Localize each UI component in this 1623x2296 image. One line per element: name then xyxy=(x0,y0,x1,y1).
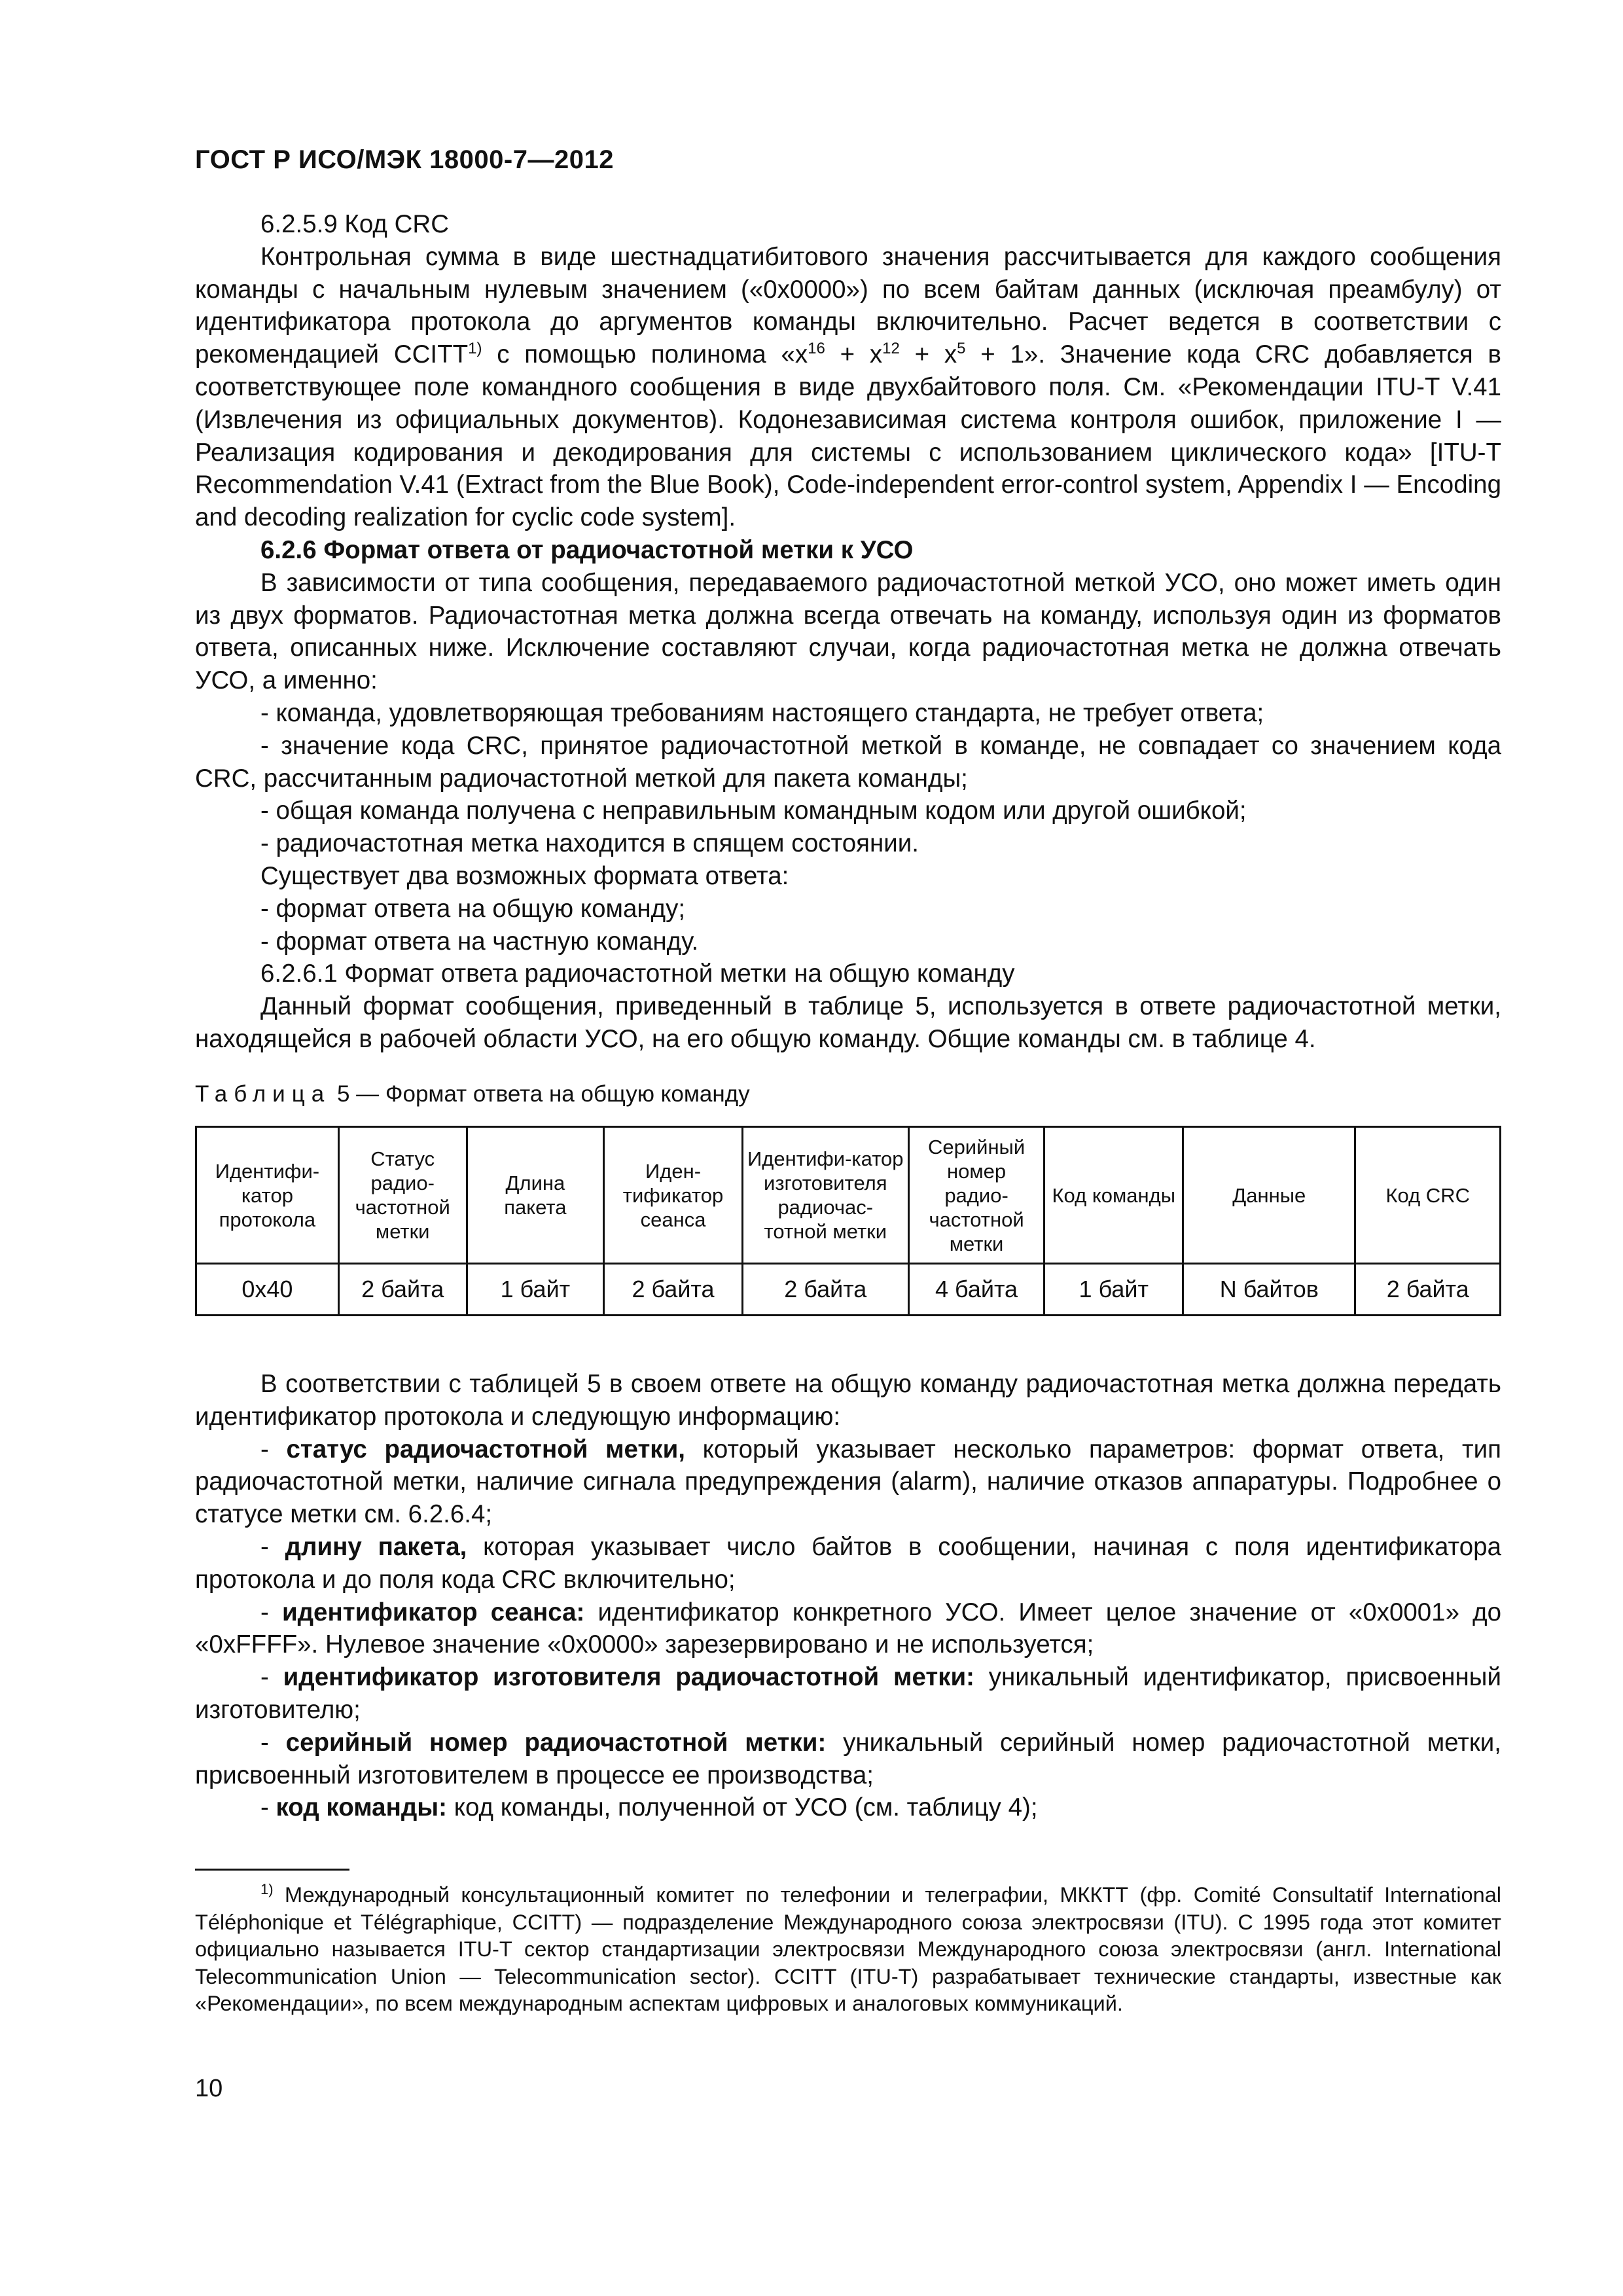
footnote-divider xyxy=(195,1869,349,1871)
list-item: - статус радиочастотной метки, который указывает несколько параметров: формат ответа, тип радиочастотной метки, наличие сигнала предупреждения (alarm), наличие отказов аппаратуры. Подробнее о статусе метки см. 6.2.6.4; xyxy=(195,1435,1501,1529)
table-row xyxy=(196,1264,1501,1316)
list-item: - значение кода CRC, принятое радиочастотной меткой в команде, не совпадает со значением кода CRC, рассчитанным радиочастотной меткой для пакета команды; xyxy=(195,731,1501,793)
table-cell: 0x40 xyxy=(196,1264,339,1316)
document-header: ГОСТ Р ИСО/МЭК 18000-7—2012 xyxy=(195,145,614,174)
table-header: Серийный номер радио-частотной метки xyxy=(908,1127,1044,1264)
section-title-626: 6.2.6 Формат ответа от радиочастотной метки к УСО xyxy=(260,535,914,564)
section-title-6261: 6.2.6.1 Формат ответа радиочастотной метки на общую команду xyxy=(260,960,1015,988)
list-item: - команда, удовлетворяющая требованиям настоящего стандарта, не требует ответа; xyxy=(260,698,1264,727)
section-title-6259: 6.2.5.9 Код CRC xyxy=(260,210,449,238)
footnote: $^{1)}$ Международный консультационный комитет по телефонии и телеграфии, МККТТ (фр. Comité Consultatif International Téléphonique et Télégraphique, CCITT) — подразделение Международного союза электросвязи (ITU). С 1995 года этот комитет официально называется ITU-T сектор стандартизации электросвязи Международного союза электросвязи (англ. International Telecommunication Union — Telecommunication sector). CCITT (ITU-T) разрабатывает технические стандарты, известные как «Рекомендации», по всем международным аспектам цифровых и аналоговых коммуникаций. xyxy=(195,1881,1501,2015)
page-number: 10 xyxy=(195,2075,223,2102)
table-cell: 4 байта xyxy=(908,1264,1044,1316)
response-format-paragraph: В зависимости от типа сообщения, передаваемого радиочастотной меткой УСО, оно может иметь один из двух форматов. Радиочастотная метка должна всегда отвечать на команду, используя один из форматов ответа, описанных ниже. Исключение составляют случаи, когда радиочастотная метка не должна отвечать УСО, а именно: xyxy=(195,568,1501,695)
table-intro-paragraph: Данный формат сообщения, приведенный в таблице 5, используется в ответе радиочастотной метки, находящейся в рабочей области УСО, на его общую команду. Общие команды см. в таблице 4. xyxy=(195,992,1501,1053)
table-caption: Таблица 5 — Формат ответа на общую команду xyxy=(195,1081,750,1107)
table-cell: 1 байт xyxy=(1044,1264,1183,1316)
table-cell: 2 байта xyxy=(338,1264,467,1316)
table-cell: 2 байта xyxy=(742,1264,908,1316)
table-5 xyxy=(195,1126,1501,1316)
table-header: Код CRC xyxy=(1355,1127,1501,1264)
footnote-ref[interactable]: 1) xyxy=(468,340,482,358)
list-item: - серийный номер радиочастотной метки: уникальный серийный номер радиочастотной метки, присвоенный изготовителем в процессе ее производства; xyxy=(195,1728,1501,1789)
after-table-paragraph: В соответствии с таблицей 5 в своем ответе на общую команду радиочастотная метка должна передать идентификатор протокола и следующую информацию: xyxy=(195,1370,1501,1431)
table-header: Идентифи-катор протокола xyxy=(196,1127,339,1264)
list-item: - код команды: код команды, полученной от УСО (см. таблицу 4); xyxy=(260,1793,1038,1822)
table-header: Статус радио-частотной метки xyxy=(338,1127,467,1264)
list-item: - формат ответа на частную команду. xyxy=(260,927,699,956)
table-header: Идентифи-катор изготовителя радиочас-тотной метки xyxy=(742,1127,908,1264)
table-cell: 2 байта xyxy=(604,1264,743,1316)
table-header: Код команды xyxy=(1044,1127,1183,1264)
list-item: - идентификатор изготовителя радиочастотной метки: уникальный идентификатор, присвоенный изготовителю; xyxy=(195,1663,1501,1724)
crc-paragraph: Контрольная сумма в виде шестнадцатибитового значения рассчитывается для каждого сообщения команды с начальным нулевым значением («0x0000») по всем байтам данных (исключая преамбулу) от идентификатора протокола до аргументов команды включительно. Расчет ведется в соответствии с рекомендацией CCITT$^{1)}$ с помощью полинома «$x^{16} + x^{12} + x^5 + 1$». Значение кода CRC добавляется в соответствующее поле командного сообщения в виде двухбайтового поля. См. «Рекомендации ITU-T V.41 (Извлечения из официальных документов). Кодонезависимая система контроля ошибок, приложение I — Реализация кодирования и декодирования для системы с использованием циклического кода» [ITU-T Recommendation V.41 (Extract from the Blue Book), Code-independent error-control system, Appendix I — Encoding and decoding realization for cyclic code system]. xyxy=(195,242,1501,532)
footnote-mark: 1) xyxy=(260,1881,274,1898)
table-header: Длина пакета xyxy=(467,1127,604,1264)
table-cell: 2 байта xyxy=(1355,1264,1501,1316)
body-text-top xyxy=(195,208,1501,1056)
list-item: - формат ответа на общую команду; xyxy=(260,894,686,923)
list-item: - общая команда получена с неправильным командным кодом или другой ошибкой; xyxy=(260,797,1247,825)
list-item: - радиочастотная метка находится в спящем состоянии. xyxy=(260,829,919,858)
body-text-bottom xyxy=(195,1368,1501,1824)
table-header: Иден-тификатор сеанса xyxy=(604,1127,743,1264)
formats-intro: Существует два возможных формата ответа: xyxy=(260,861,789,890)
table-header-row xyxy=(196,1127,1501,1264)
list-item: - идентификатор сеанса: идентификатор конкретного УСО. Имеет целое значение от «0x0001» до «0xFFFF». Нулевое значение «0x0000» зарезервировано и не используется; xyxy=(195,1598,1501,1659)
table-cell: 1 байт xyxy=(467,1264,604,1316)
table-header: Данные xyxy=(1183,1127,1355,1264)
list-item: - длину пакета, которая указывает число байтов в сообщении, начиная с поля идентификатора протокола и до поля кода CRC включительно; xyxy=(195,1532,1501,1594)
table-cell: N байтов xyxy=(1183,1264,1355,1316)
